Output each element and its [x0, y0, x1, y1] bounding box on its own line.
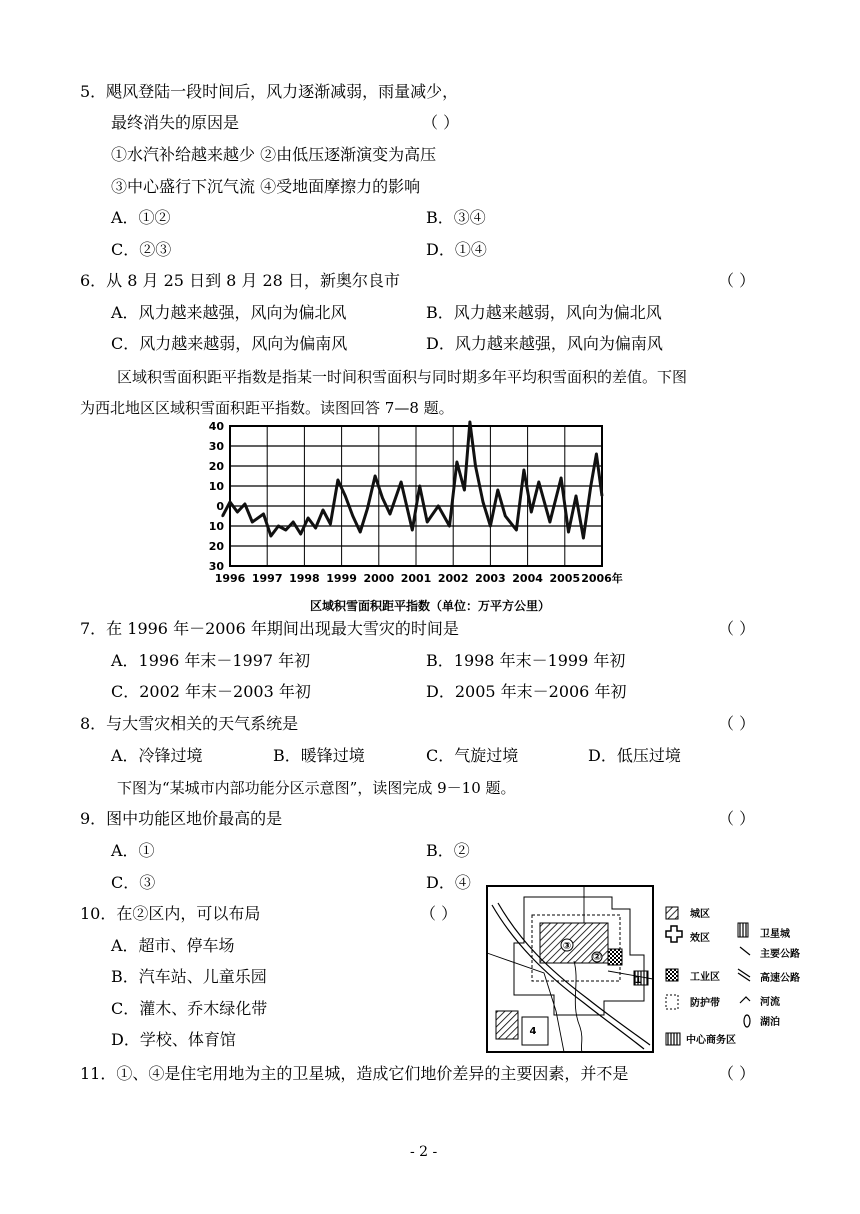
q7-option-d: D．2005 年末－2006 年初: [426, 682, 627, 701]
zone-2-label: ②: [592, 952, 602, 963]
q6-answer-paren: （ ）: [718, 271, 756, 290]
chart-y-tick-label: 10: [208, 480, 224, 493]
city-intro-line: 下图为“某城市内部功能分区示意图”，读图完成 9－10 题。: [117, 779, 516, 797]
chart-data-point: [236, 511, 238, 513]
legend-belt: 防护带: [690, 998, 720, 1009]
chart-data-point: [482, 501, 484, 503]
page-number: - 2 -: [410, 1144, 438, 1160]
chart-x-tick-label: 2003: [475, 572, 506, 585]
chart-data-point: [437, 505, 439, 507]
q9-option-d: D．④: [426, 873, 471, 892]
chart-series-line: [221, 421, 603, 539]
q8-option-b: B．暖锋过境: [273, 746, 365, 765]
chart-data-point: [474, 465, 476, 467]
chart-data-point: [567, 531, 569, 533]
industrial-zone: [608, 949, 622, 965]
chart-data-point: [530, 511, 532, 513]
chart-data-point: [270, 535, 272, 537]
chart-data-point: [601, 495, 603, 497]
legend-cbd: 中心商务区: [686, 1035, 736, 1046]
q7-option-a: A．1996 年末－1997 年初: [111, 651, 311, 670]
chart-data-point: [244, 503, 246, 505]
legend-belt-swatch: [666, 995, 678, 1009]
q11-stem: 11．①、④是住宅用地为主的卫星城，造成它们地价差异的主要因素，并不是: [80, 1064, 629, 1083]
chart-data-point: [575, 495, 577, 497]
q5-stem-line2: 最终消失的原因是: [111, 113, 240, 132]
chart-data-point: [497, 489, 499, 491]
q9-answer-paren: （ ）: [718, 809, 756, 828]
chart-data-point: [366, 507, 368, 509]
chart-data-point: [504, 515, 506, 517]
q5-option-a: A．①②: [111, 208, 171, 227]
chart-x-tick-label: 2005: [549, 572, 581, 585]
chart-x-tick-label: 2001: [400, 572, 432, 585]
snow-intro-line2: 为西北地区区域积雪面积距平指数。读图回答 7—8 题。: [80, 399, 454, 417]
chart-data-point: [329, 523, 331, 525]
q10-answer-paren: （ ）: [420, 904, 458, 923]
q10-option-c: C．灌木、乔木绿化带: [111, 999, 268, 1018]
q5-options-line2: ③中心盛行下沉气流 ④受地面摩擦力的影响: [111, 177, 421, 196]
chart-data-point: [389, 513, 391, 515]
chart-x-tick-label: 1996: [214, 572, 246, 585]
chart-x-tick-label: 2000: [363, 572, 395, 585]
q9-option-a: A．①: [111, 841, 155, 860]
chart-data-point: [229, 501, 231, 503]
chart-data-point: [489, 525, 491, 527]
chart-caption: 区域积雪面积距平指数（单位：万平方公里）: [309, 599, 551, 613]
snow-intro-line1: 区域积雪面积距平指数是指某一时间积雪面积与同时期多年平均积雪面积的差值。下图: [117, 368, 688, 386]
chart-data-point: [344, 495, 346, 497]
chart-data-point: [262, 513, 264, 515]
chart-x-tick-label: 1999: [326, 572, 357, 585]
chart-data-point: [307, 517, 309, 519]
q11-answer-paren: （ ）: [718, 1064, 756, 1083]
q7-option-c: C．2002 年末－2003 年初: [111, 682, 311, 701]
q6-option-b: B．风力越来越弱，风向为偏北风: [426, 303, 662, 322]
legend-urban: 城区: [690, 909, 710, 920]
q6-stem: 6．从 8 月 25 日到 8 月 28 日，新奥尔良市: [80, 271, 400, 290]
chart-data-point: [400, 481, 402, 483]
chart-data-point: [277, 525, 279, 527]
chart-data-point: [523, 469, 525, 471]
chart-y-tick-label: 40: [208, 420, 224, 433]
chart-y-tick-label: 20: [208, 540, 224, 553]
q6-option-a: A．风力越来越强，风向为偏北风: [111, 303, 347, 322]
chart-data-point: [515, 529, 517, 531]
legend-satellite: 卫星城: [760, 929, 790, 940]
q8-option-c: C．气旋过境: [426, 746, 519, 765]
chart-series-line: [223, 422, 602, 538]
legend-industry-swatch: [666, 969, 678, 981]
chart-data-point: [538, 481, 540, 483]
chart-data-point: [456, 461, 458, 463]
chart-x-tick-label: 2006年: [581, 572, 623, 585]
q5-option-b: B．③④: [426, 208, 486, 227]
q9-stem: 9．图中功能区地价最高的是: [80, 809, 283, 828]
chart-data-point: [337, 479, 339, 481]
q5-answer-paren: （ ）: [422, 113, 460, 132]
q9-option-c: C．③: [111, 873, 156, 892]
chart-y-tick-label: 30: [208, 560, 224, 573]
legend-satellite-swatch: [738, 923, 748, 937]
zone-4-label: 4: [529, 1026, 537, 1037]
q6-option-c: C．风力越来越弱，风向为偏南风: [111, 334, 348, 353]
chart-data-point: [381, 497, 383, 499]
chart-grid: [230, 426, 602, 566]
q5-stem-line1: 5．飓风登陆一段时间后，风力逐渐减弱，雨量减少，: [80, 82, 459, 101]
legend-highway-swatch: [738, 969, 750, 977]
chart-data-point: [463, 489, 465, 491]
legend-lake-swatch: [744, 1015, 750, 1027]
legend-river-swatch: [740, 997, 750, 1003]
legend-lake: 湖泊: [760, 1017, 780, 1028]
chart-x-tick-label: 2004: [512, 572, 543, 585]
chart-data-point: [221, 515, 223, 517]
legend-highway: 高速公路: [760, 973, 800, 984]
chart-data-point: [560, 477, 562, 479]
chart-data-point: [426, 521, 428, 523]
q7-stem: 7．在 1996 年－2006 年期间出现最大雪灾的时间是: [80, 619, 459, 638]
chart-x-tick-label: 1998: [289, 572, 320, 585]
chart-y-tick-label: 30: [208, 440, 224, 453]
legend-main-road: 主要公路: [760, 949, 800, 960]
chart-data-point: [595, 453, 597, 455]
legend-cbd-swatch: [666, 1033, 680, 1045]
q5-option-d: D．①④: [426, 240, 487, 259]
chart-x-tick-label: 2002: [437, 572, 469, 585]
q8-answer-paren: （ ）: [718, 714, 756, 733]
chart-data-point: [411, 529, 413, 531]
chart-data-point: [582, 537, 584, 539]
q5-options-line1: ①水汽补给越来越少 ②由低压逐渐演变为高压: [111, 145, 437, 164]
city-function-map: [484, 883, 806, 1055]
q10-option-b: B．汽车站、儿童乐园: [111, 967, 267, 986]
zone-3-label: ③: [562, 941, 572, 952]
zone-1-label: 1: [634, 975, 642, 986]
chart-data-point: [448, 525, 450, 527]
q10-stem: 10．在②区内，可以布局: [80, 904, 261, 923]
chart-data-point: [285, 529, 287, 531]
legend-suburb: 效区: [690, 933, 710, 944]
legend-urban-swatch: [666, 907, 678, 919]
chart-data-point: [292, 521, 294, 523]
chart-data-point: [251, 521, 253, 523]
legend-river: 河流: [760, 997, 780, 1008]
chart-y-tick-labels: [209, 420, 225, 573]
chart-data-point: [374, 475, 376, 477]
chart-data-point: [322, 509, 324, 511]
chart-data-point: [352, 515, 354, 517]
legend-suburb-swatch: [666, 926, 682, 942]
legend-industry: 工业区: [690, 972, 720, 983]
q7-answer-paren: （ ）: [718, 619, 756, 638]
satellite-town-4: [496, 1011, 518, 1039]
q6-option-d: D．风力越来越强，风向为偏南风: [426, 334, 663, 353]
q9-option-b: B．②: [426, 841, 470, 860]
chart-y-tick-label: 10: [208, 520, 224, 533]
chart-data-point: [469, 421, 471, 423]
q8-stem: 8．与大雪灾相关的天气系统是: [80, 714, 299, 733]
legend-main-road-swatch: [740, 947, 750, 955]
q8-option-d: D．低压过境: [588, 746, 681, 765]
chart-data-point: [590, 485, 592, 487]
chart-data-point: [314, 527, 316, 529]
q10-option-d: D．学校、体育馆: [111, 1030, 236, 1049]
chart-x-tick-labels: [215, 571, 623, 585]
chart-y-tick-label: 20: [208, 460, 224, 473]
q10-option-a: A．超市、停车场: [111, 936, 235, 955]
chart-y-tick-label: 0: [216, 500, 224, 513]
snow-anomaly-chart: [196, 418, 666, 616]
chart-x-tick-label: 1997: [251, 572, 283, 585]
chart-data-point: [549, 521, 551, 523]
chart-data-point: [419, 485, 421, 487]
q8-option-a: A．冷锋过境: [111, 746, 203, 765]
chart-data-point: [359, 531, 361, 533]
q7-option-b: B．1998 年末－1999 年初: [426, 651, 626, 670]
q5-option-c: C．②③: [111, 240, 172, 259]
chart-data-point: [299, 533, 301, 535]
